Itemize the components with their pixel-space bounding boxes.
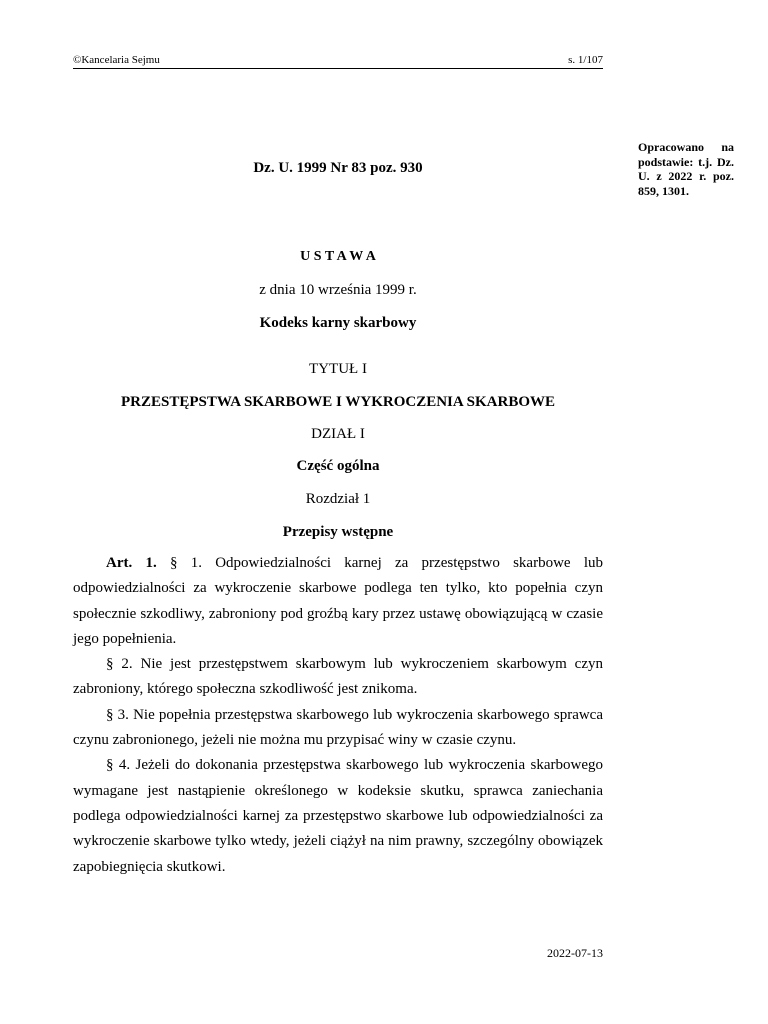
article-1-paragraph-4: § 4. Jeżeli do dokonania przestępstwa skarbowego lub wykroczenia skarbowego wymagane jest nastąpienie określonego w kodeksie skutku, sprawca zaniechania podlega odpowiedzialności karnej za przestępstwo skarbowe lub odpowiedzialności za wykroczenie skarbowe tylko wtedy, jeżeli ciążył na nim prawny, szczególny obowiązek zapobiegnięcia skutkowi. [73,757,603,875]
act-date: z dnia 10 września 1999 r. [259,282,417,298]
division-heading: DZIAŁ I [311,426,365,442]
article-1-paragraph-2: § 2. Nie jest przestępstwem skarbowym lub wykroczeniem skarbowym czyn zabroniony, którego społeczna szkodliwość jest znikoma. [73,656,603,698]
article-1-paragraph-1 [73,551,603,652]
act-type: U S T A W A [300,249,376,264]
chapter-heading: Rozdział 1 [305,491,371,507]
paragraph-text: § 1. Odpowiedzialności karnej za przestępstwo skarbowe lub odpowiedzialności za wykroczenie skarbowe podlega ten tylko, kto popełnia czyn społecznie szkodliwy, zabroniony pod groźbą kary przez ustawę obowiązującą w czasie jego popełnienia. [73,555,603,647]
page-number: s. 1/107 [568,54,603,66]
article-1-paragraph-3: § 3. Nie popełnia przestępstwa skarbowego lub wykroczenia skarbowego sprawca czynu zabronionego, jeżeli nie można mu przypisać winy w czasie czynu. [73,706,603,749]
article-label: Art. 1. [106,555,157,571]
chapter-name: Przepisy wstępne [282,524,394,540]
title-heading: TYTUŁ I [309,361,367,377]
article-1 [73,551,603,880]
act-title: Kodeks karny skarbowy [259,315,417,331]
source-note: Opracowano na podstawie: t.j. Dz. U. z 2022 r. poz. 859, 1301. [638,140,734,198]
journal-reference: Dz. U. 1999 Nr 83 poz. 930 [253,160,423,176]
page-header [73,54,603,69]
footer-date: 2022-07-13 [547,946,603,960]
title-name: PRZESTĘPSTWA SKARBOWE I WYKROCZENIA SKARBOWE [121,394,555,410]
copyright-label: ©Kancelaria Sejmu [73,54,160,66]
division-name: Część ogólna [296,458,380,474]
